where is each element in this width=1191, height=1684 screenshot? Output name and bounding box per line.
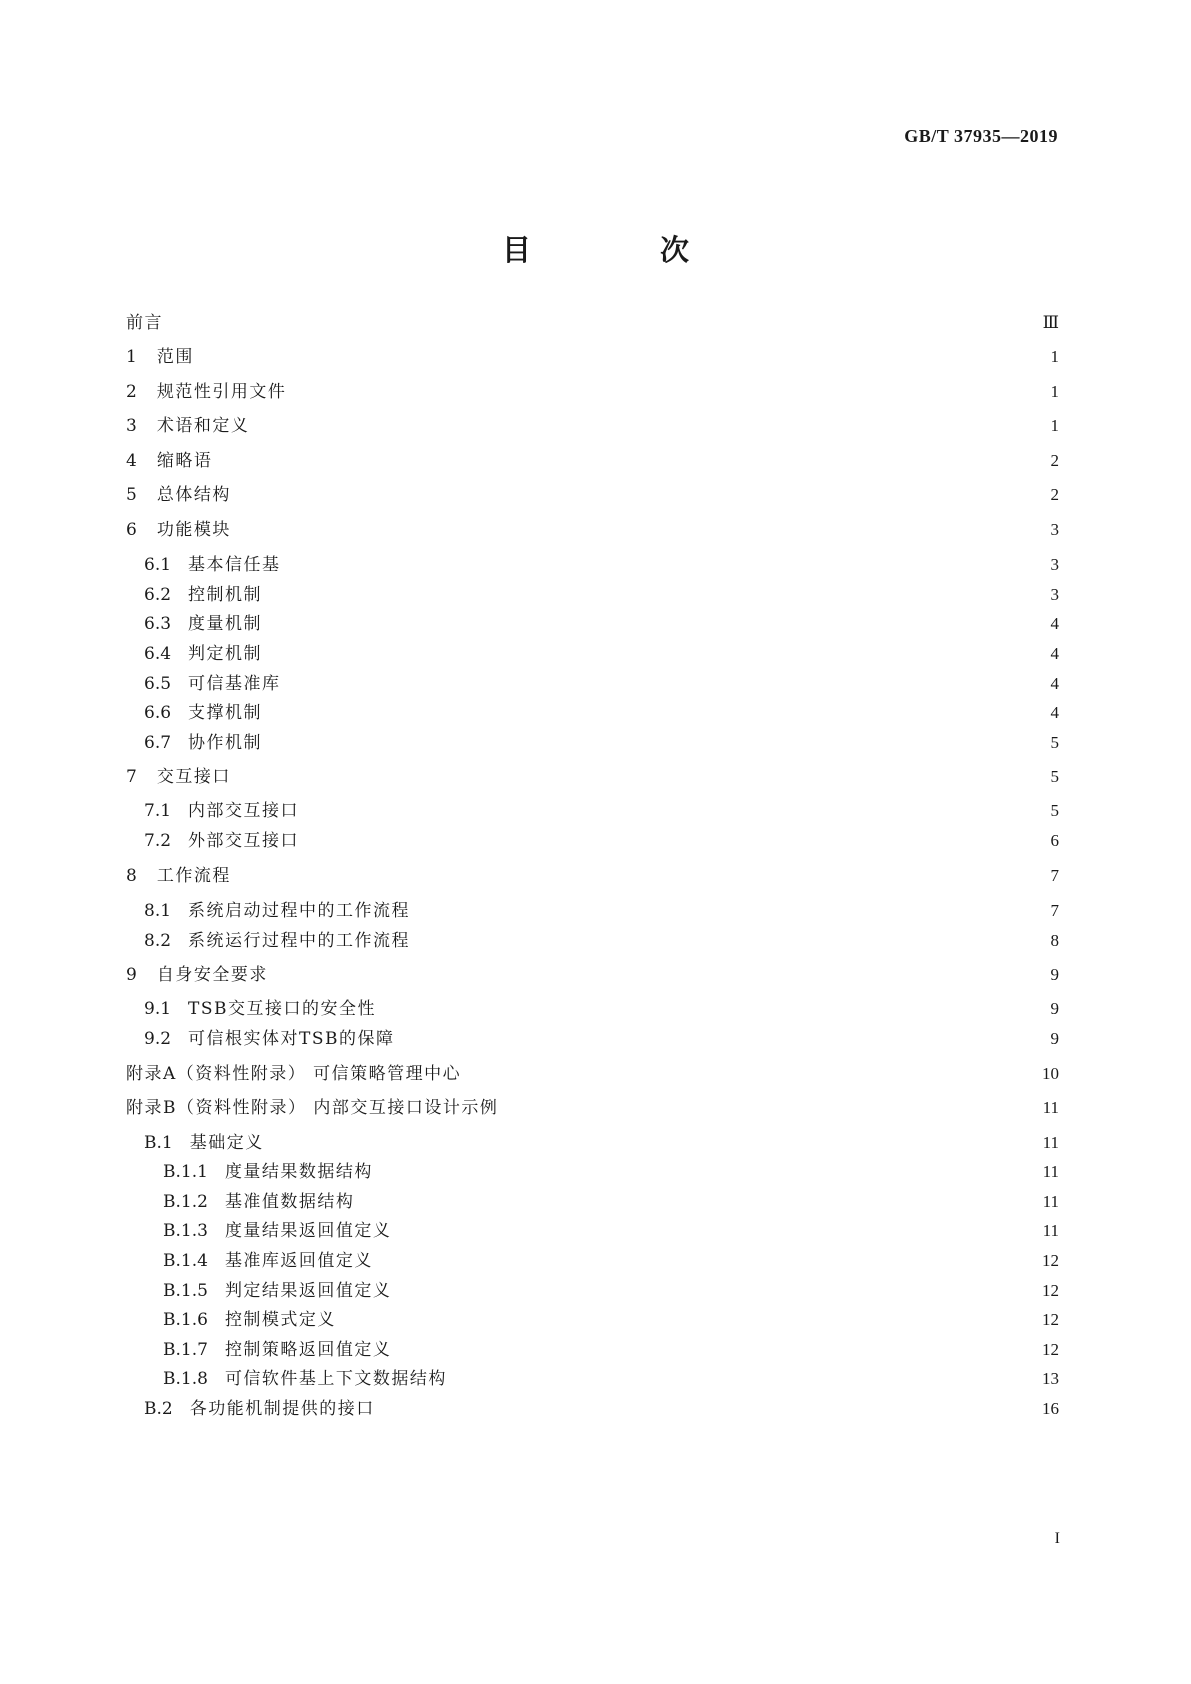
toc-label: 可信根实体对TSB的保障: [188, 1029, 395, 1049]
toc-number: 9.2: [144, 1029, 172, 1049]
toc-label: 缩略语: [156, 451, 213, 471]
toc-label: 度量机制: [188, 614, 263, 634]
toc-entry-appendix-b[interactable]: [0, 1095, 1191, 1121]
toc-entry-7-2[interactable]: [0, 828, 1191, 854]
toc-page: 9: [1050, 965, 1059, 984]
toc-number: B.1.4: [163, 1251, 208, 1271]
toc-entry-8-2[interactable]: [0, 928, 1191, 954]
toc-entry-9-2[interactable]: [0, 1026, 1191, 1052]
dot-leader: [218, 448, 1029, 474]
toc-label: 度量结果返回值定义: [224, 1221, 392, 1241]
toc-page: 11: [1042, 1221, 1059, 1240]
toc-entry-8-1[interactable]: [0, 898, 1191, 924]
toc-page: 12: [1042, 1251, 1059, 1270]
toc-number: 7.1: [144, 801, 172, 821]
toc-label: 基准库返回值定义: [224, 1251, 373, 1271]
toc-entry-6-4[interactable]: [0, 641, 1191, 667]
toc-page: 5: [1050, 801, 1059, 820]
toc-label: 基准值数据结构: [224, 1192, 355, 1212]
dot-leader: [237, 517, 1029, 543]
dot-leader: [292, 379, 1029, 405]
dot-leader: [397, 1278, 1029, 1304]
toc-page: 4: [1050, 703, 1059, 722]
toc-entry-2[interactable]: [0, 379, 1191, 405]
dot-leader: [287, 552, 1029, 578]
dot-leader: [305, 828, 1029, 854]
dot-leader: [416, 928, 1029, 954]
toc-page: Ⅲ: [1042, 313, 1059, 332]
toc-number: 6: [126, 520, 137, 540]
dot-leader: [255, 413, 1029, 439]
toc-entry-b-1-5[interactable]: [0, 1278, 1191, 1304]
toc-entry-appendix-a[interactable]: [0, 1061, 1191, 1087]
toc-entry-b-1[interactable]: [0, 1130, 1191, 1156]
toc-number: B.2: [144, 1399, 173, 1419]
toc-number: 9: [126, 965, 137, 985]
toc-number: B.1: [144, 1133, 173, 1153]
toc-entry-6-1[interactable]: [0, 552, 1191, 578]
toc-label: 可信基准库: [188, 674, 281, 694]
toc-label: 内部交互接口: [188, 801, 300, 821]
toc-page: 8: [1050, 931, 1059, 950]
dot-leader: [360, 1189, 1029, 1215]
toc-page: 12: [1042, 1310, 1059, 1329]
dot-leader: [397, 1218, 1029, 1244]
toc-label: 前言: [126, 313, 163, 333]
toc-entry-6-5[interactable]: [0, 671, 1191, 697]
toc-entry-preface[interactable]: [0, 310, 1191, 336]
toc-page: 7: [1050, 901, 1059, 920]
toc-entry-5[interactable]: [0, 482, 1191, 508]
toc-number: B.1.6: [163, 1310, 208, 1330]
toc-page: 11: [1042, 1162, 1059, 1181]
toc-entry-6-6[interactable]: [0, 700, 1191, 726]
toc-page: 1: [1050, 416, 1059, 435]
dot-leader: [237, 482, 1029, 508]
toc-entry-1[interactable]: [0, 344, 1191, 370]
toc-number: 8: [126, 866, 137, 886]
toc-label: 自身安全要求: [156, 965, 268, 985]
toc-number: 4: [126, 451, 137, 471]
toc-page: 2: [1050, 485, 1059, 504]
toc-entry-6-2[interactable]: [0, 582, 1191, 608]
toc-label: 功能模块: [156, 520, 231, 540]
toc-number: 6.6: [144, 703, 172, 723]
toc-entry-6-3[interactable]: [0, 611, 1191, 637]
toc-entry-4[interactable]: [0, 448, 1191, 474]
toc-number: 5: [126, 485, 137, 505]
toc-label: 外部交互接口: [188, 831, 300, 851]
toc-number: 6.5: [144, 674, 172, 694]
toc-entry-7[interactable]: [0, 764, 1191, 790]
dot-leader: [268, 730, 1029, 756]
toc-entry-6[interactable]: [0, 517, 1191, 543]
toc-page: 2: [1050, 451, 1059, 470]
dot-leader: [268, 700, 1029, 726]
toc-number: 6.2: [144, 585, 172, 605]
dot-leader: [274, 962, 1029, 988]
toc-entry-b-1-7[interactable]: [0, 1337, 1191, 1363]
toc-number: 7.2: [144, 831, 172, 851]
dot-leader: [268, 641, 1029, 667]
dot-leader: [305, 798, 1029, 824]
toc-label: 范围: [156, 347, 194, 367]
page-number: I: [1054, 1530, 1060, 1547]
toc-entry-7-1[interactable]: [0, 798, 1191, 824]
toc-entry-9[interactable]: [0, 962, 1191, 988]
toc-label: 可信软件基上下文数据结构: [224, 1369, 447, 1389]
toc-number: 6.3: [144, 614, 172, 634]
dot-leader: [237, 764, 1029, 790]
toc-label: 协作机制: [188, 733, 263, 753]
toc-label: 控制模式定义: [224, 1310, 336, 1330]
toc-page: 10: [1042, 1064, 1059, 1083]
toc-entry-b-1-1[interactable]: [0, 1159, 1191, 1185]
dot-leader: [287, 671, 1029, 697]
toc-number: B.1.3: [163, 1221, 208, 1241]
toc-label: 系统启动过程中的工作流程: [188, 901, 411, 921]
toc-label: TSB交互接口的安全性: [188, 999, 377, 1019]
toc-page: 12: [1042, 1281, 1059, 1300]
toc-page: 6: [1050, 831, 1059, 850]
toc-number: 9.1: [144, 999, 172, 1019]
toc-number: B.1.7: [163, 1340, 208, 1360]
toc-page: 3: [1050, 520, 1059, 539]
dot-leader: [379, 1248, 1029, 1274]
toc-page: 4: [1050, 674, 1059, 693]
toc-label: 支撑机制: [188, 703, 263, 723]
dot-leader: [467, 1061, 1029, 1087]
toc-entry-b-1-3[interactable]: [0, 1218, 1191, 1244]
toc-page: 4: [1050, 614, 1059, 633]
toc-label: 控制机制: [188, 585, 263, 605]
dot-leader: [169, 310, 1029, 336]
toc-page: 7: [1050, 866, 1059, 885]
dot-leader: [379, 1159, 1029, 1185]
toc-entry-b-1-8[interactable]: [0, 1366, 1191, 1392]
dot-leader: [200, 344, 1029, 370]
toc-number: 6.7: [144, 733, 172, 753]
dot-leader: [401, 1026, 1029, 1052]
toc-label: 基础定义: [189, 1133, 264, 1153]
toc-page: 1: [1050, 382, 1059, 401]
dot-leader: [268, 611, 1029, 637]
toc-page: 5: [1050, 733, 1059, 752]
dot-leader: [342, 1307, 1029, 1333]
toc-number: 3: [126, 416, 137, 436]
toc-number: B.1.8: [163, 1369, 208, 1389]
page-title: 目 次: [501, 233, 739, 267]
toc-entry-6-7[interactable]: [0, 730, 1191, 756]
toc-entry-b-1-6[interactable]: [0, 1307, 1191, 1333]
toc-page: 11: [1042, 1133, 1059, 1152]
dot-leader: [416, 898, 1029, 924]
toc-label: 判定结果返回值定义: [224, 1281, 392, 1301]
dot-leader: [382, 996, 1029, 1022]
toc-label: 工作流程: [156, 866, 231, 886]
toc-page: 4: [1050, 644, 1059, 663]
toc-label: 控制策略返回值定义: [224, 1340, 392, 1360]
toc-number: 6.1: [144, 555, 172, 575]
dot-leader: [237, 863, 1029, 889]
toc-number: B.1.5: [163, 1281, 208, 1301]
toc-number: B.1.2: [163, 1192, 208, 1212]
toc-number: B.1.1: [163, 1162, 208, 1182]
toc-number: 8.1: [144, 901, 172, 921]
standard-code: GB/T 37935—2019: [904, 126, 1058, 146]
toc-page: 3: [1050, 555, 1059, 574]
toc-entry-8[interactable]: [0, 863, 1191, 889]
toc-entry-b-2[interactable]: [0, 1396, 1191, 1422]
toc-label: 附录A（资料性附录） 可信策略管理中心: [126, 1064, 462, 1084]
toc-entry-b-1-4[interactable]: [0, 1248, 1191, 1274]
toc-label: 总体结构: [156, 485, 231, 505]
toc-number: 6.4: [144, 644, 172, 664]
toc-label: 附录B（资料性附录） 内部交互接口设计示例: [126, 1098, 499, 1118]
dot-leader: [504, 1095, 1029, 1121]
toc-page: 9: [1050, 1029, 1059, 1048]
toc-page: 13: [1042, 1369, 1059, 1388]
toc-page: 11: [1042, 1098, 1059, 1117]
dot-leader: [381, 1396, 1029, 1422]
toc-entry-3[interactable]: [0, 413, 1191, 439]
toc-number: 2: [126, 382, 137, 402]
dot-leader: [453, 1366, 1029, 1392]
toc-label: 基本信任基: [188, 555, 281, 575]
toc-number: 1: [126, 347, 137, 367]
toc-label: 度量结果数据结构: [224, 1162, 373, 1182]
toc-page: 1: [1050, 347, 1059, 366]
toc-page: 11: [1042, 1192, 1059, 1211]
toc-label: 判定机制: [188, 644, 263, 664]
dot-leader: [397, 1337, 1029, 1363]
toc-page: 9: [1050, 999, 1059, 1018]
toc-entry-b-1-2[interactable]: [0, 1189, 1191, 1215]
toc-label: 各功能机制提供的接口: [189, 1399, 375, 1419]
toc-number: 8.2: [144, 931, 172, 951]
toc-page: 5: [1050, 767, 1059, 786]
dot-leader: [268, 582, 1029, 608]
toc-label: 系统运行过程中的工作流程: [188, 931, 411, 951]
toc-label: 规范性引用文件: [156, 382, 287, 402]
toc-page: 12: [1042, 1340, 1059, 1359]
toc-label: 术语和定义: [156, 416, 250, 436]
dot-leader: [270, 1130, 1029, 1156]
toc-page: 16: [1042, 1399, 1059, 1418]
toc-page: 3: [1050, 585, 1059, 604]
toc-number: 7: [126, 767, 137, 787]
toc-label: 交互接口: [156, 767, 231, 787]
toc-entry-9-1[interactable]: [0, 996, 1191, 1022]
